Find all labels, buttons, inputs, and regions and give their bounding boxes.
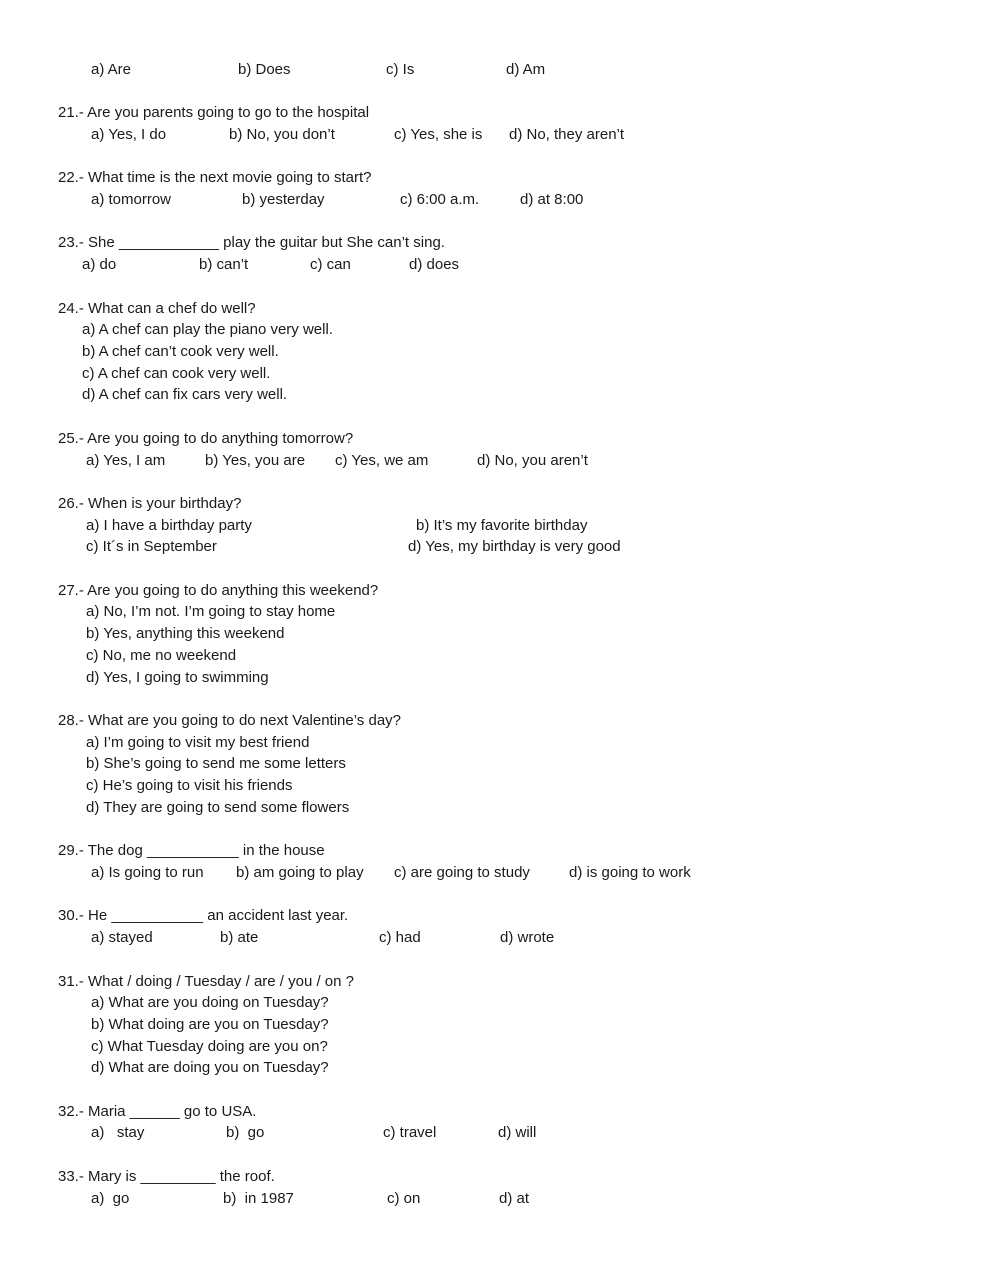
q20-option-a: a) Are bbox=[91, 61, 132, 78]
q24-option-d: d) A chef can fix cars very well. bbox=[82, 386, 288, 403]
q24-option-a: a) A chef can play the piano very well. bbox=[82, 321, 333, 338]
q22-option-b: b) yesterday bbox=[242, 191, 325, 208]
q22-option-a: a) tomorrow bbox=[91, 191, 172, 208]
q30-option-b: b) ate bbox=[220, 929, 259, 946]
q26-question: 26.- When is your birthday? bbox=[58, 495, 242, 512]
q22-option-c: c) 6:00 a.m. bbox=[400, 191, 480, 208]
q33-option-c: c) on bbox=[387, 1190, 421, 1207]
q21-option-b: b) No, you don’t bbox=[229, 126, 335, 143]
q32-option-a: a) stay bbox=[91, 1124, 145, 1141]
q28-option-a: a) I’m going to visit my best friend bbox=[86, 734, 310, 751]
q20-option-c: c) Is bbox=[386, 61, 415, 78]
q25-question: 25.- Are you going to do anything tomorrow? bbox=[58, 430, 354, 447]
q29-option-a: a) Is going to run bbox=[91, 864, 204, 881]
q32-question: 32.- Maria ______ go to USA. bbox=[58, 1103, 257, 1120]
q28-question: 28.- What are you going to do next Valentine’s day? bbox=[58, 712, 402, 729]
q33-option-a: a) go bbox=[91, 1190, 130, 1207]
q24-option-b: b) A chef can’t cook very well. bbox=[82, 343, 279, 360]
q29-option-c: c) are going to study bbox=[394, 864, 530, 881]
q22-option-d: d) at 8:00 bbox=[520, 191, 584, 208]
q30-option-d: d) wrote bbox=[500, 929, 555, 946]
q32-option-b: b) go bbox=[226, 1124, 265, 1141]
q21-option-a: a) Yes, I do bbox=[91, 126, 167, 143]
q26-option-c: c) It´s in September bbox=[86, 538, 217, 555]
q26-option-a: a) I have a birthday party bbox=[86, 517, 252, 534]
q30-question: 30.- He ___________ an accident last year. bbox=[58, 907, 349, 924]
q28-option-b: b) She’s going to send me some letters bbox=[86, 755, 346, 772]
q26-option-b: b) It’s my favorite birthday bbox=[416, 517, 588, 534]
q24-option-c: c) A chef can cook very well. bbox=[82, 365, 271, 382]
q31-option-c: c) What Tuesday doing are you on? bbox=[91, 1038, 328, 1055]
q23-option-b: b) can’t bbox=[199, 256, 249, 273]
q25-option-c: c) Yes, we am bbox=[335, 452, 429, 469]
q25-option-d: d) No, you aren’t bbox=[477, 452, 588, 469]
q23-option-a: a) do bbox=[82, 256, 117, 273]
q32-option-d: d) will bbox=[498, 1124, 537, 1141]
q29-option-b: b) am going to play bbox=[236, 864, 364, 881]
q21-option-d: d) No, they aren’t bbox=[509, 126, 625, 143]
q33-option-d: d) at bbox=[499, 1190, 530, 1207]
q27-question: 27.- Are you going to do anything this weekend? bbox=[58, 582, 379, 599]
q30-option-c: c) had bbox=[379, 929, 421, 946]
q28-option-d: d) They are going to send some flowers bbox=[86, 799, 350, 816]
q32-option-c: c) travel bbox=[383, 1124, 437, 1141]
q23-option-c: c) can bbox=[310, 256, 351, 273]
q31-option-a: a) What are you doing on Tuesday? bbox=[91, 994, 329, 1011]
q25-option-a: a) Yes, I am bbox=[86, 452, 166, 469]
q22-question: 22.- What time is the next movie going to start? bbox=[58, 169, 372, 186]
q26-option-d: d) Yes, my birthday is very good bbox=[408, 538, 621, 555]
q33-question: 33.- Mary is _________ the roof. bbox=[58, 1168, 275, 1185]
q31-question: 31.- What / doing / Tuesday / are / you / on ? bbox=[58, 973, 355, 990]
q25-option-b: b) Yes, you are bbox=[205, 452, 306, 469]
q31-option-b: b) What doing are you on Tuesday? bbox=[91, 1016, 329, 1033]
q27-option-c: c) No, me no weekend bbox=[86, 647, 237, 664]
q33-option-b: b) in 1987 bbox=[223, 1190, 294, 1207]
q21-option-c: c) Yes, she is bbox=[394, 126, 483, 143]
q27-option-d: d) Yes, I going to swimming bbox=[86, 669, 269, 686]
q27-option-b: b) Yes, anything this weekend bbox=[86, 625, 285, 642]
q20-option-b: b) Does bbox=[238, 61, 291, 78]
q27-option-a: a) No, I’m not. I’m going to stay home bbox=[86, 603, 336, 620]
q23-option-d: d) does bbox=[409, 256, 460, 273]
q21-question: 21.- Are you parents going to go to the hospital bbox=[58, 104, 370, 121]
q30-option-a: a) stayed bbox=[91, 929, 153, 946]
q23-question: 23.- She ____________ play the guitar but She can’t sing. bbox=[58, 234, 445, 251]
q24-question: 24.- What can a chef do well? bbox=[58, 300, 256, 317]
q28-option-c: c) He’s going to visit his friends bbox=[86, 777, 293, 794]
q20-option-d: d) Am bbox=[506, 61, 546, 78]
q31-option-d: d) What are doing you on Tuesday? bbox=[91, 1059, 329, 1076]
q29-question: 29.- The dog ___________ in the house bbox=[58, 842, 325, 859]
q29-option-d: d) is going to work bbox=[569, 864, 691, 881]
